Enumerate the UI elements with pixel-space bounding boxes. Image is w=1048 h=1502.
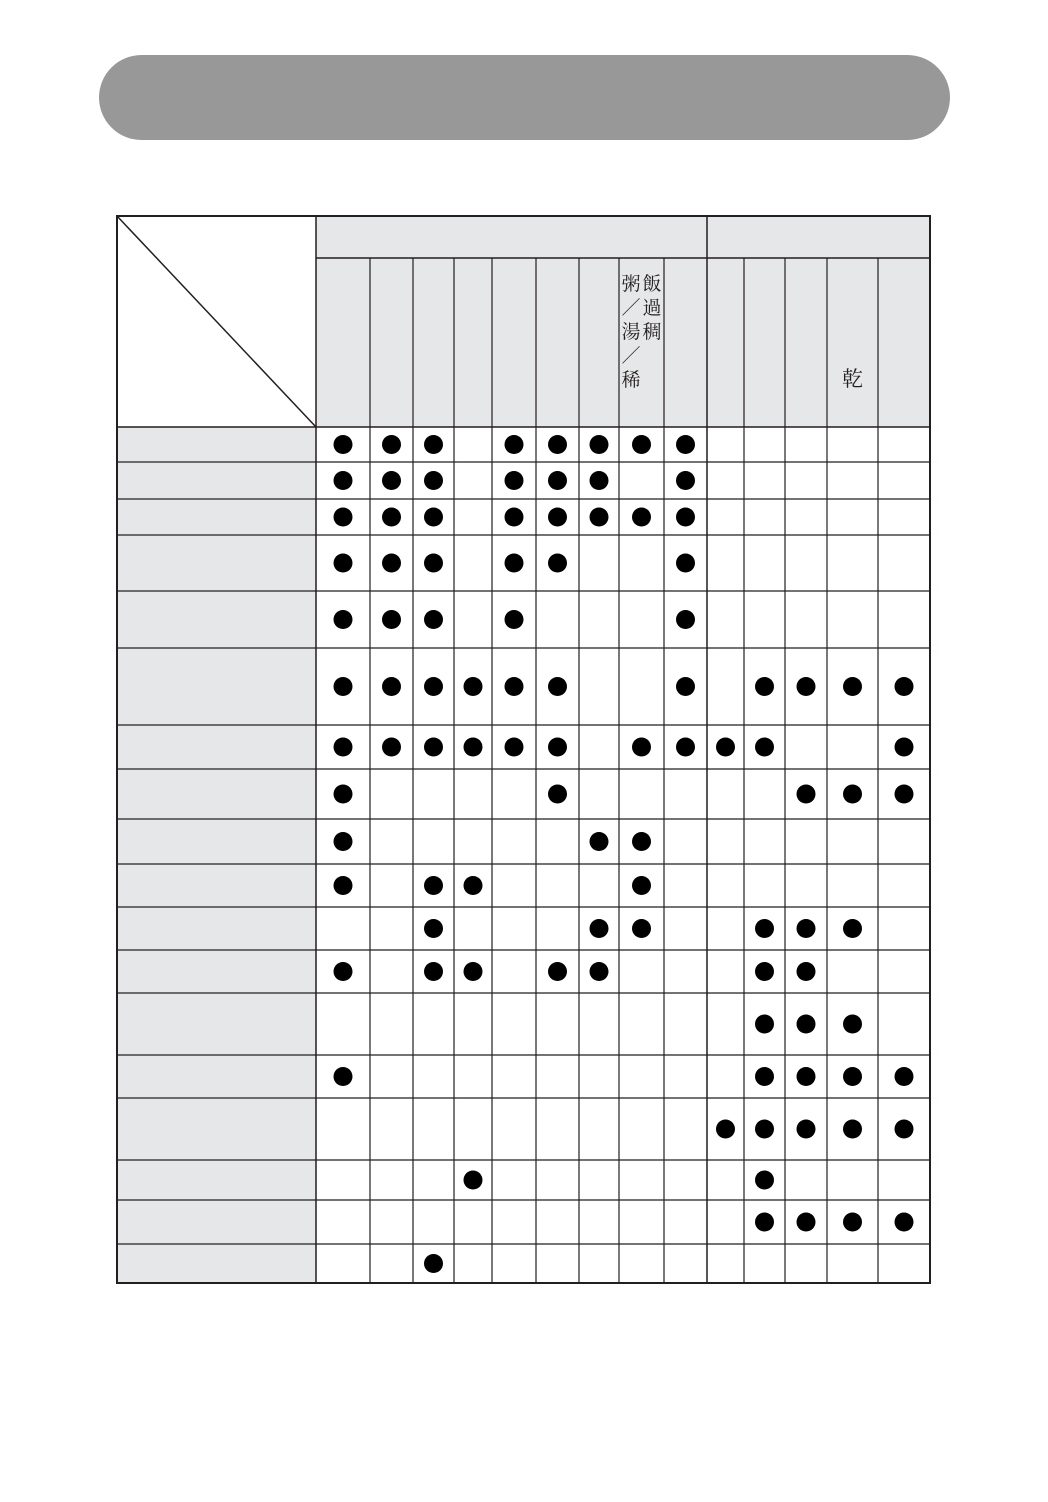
column-header-char: ／ [621, 297, 641, 319]
compatibility-dot [464, 1171, 483, 1190]
compatibility-dot [716, 1120, 735, 1139]
column-header-char: 稠 [642, 321, 662, 343]
compatibility-dot [590, 435, 609, 454]
compatibility-dot [424, 677, 443, 696]
compatibility-dot [424, 554, 443, 573]
compatibility-dot [464, 738, 483, 757]
compatibility-dot [895, 677, 914, 696]
compatibility-dot [755, 1067, 774, 1086]
column-header-char: 稀 [621, 369, 641, 391]
compatibility-dot [424, 738, 443, 757]
compatibility-dot [505, 435, 524, 454]
compatibility-dot [334, 435, 353, 454]
compatibility-dot [632, 508, 651, 527]
compatibility-dot [676, 554, 695, 573]
compatibility-dot [334, 1067, 353, 1086]
compatibility-dot [676, 738, 695, 757]
compatibility-dot [676, 508, 695, 527]
compatibility-dot [334, 832, 353, 851]
compatibility-dot [797, 1120, 816, 1139]
compatibility-dot [548, 508, 567, 527]
compatibility-dot [424, 962, 443, 981]
compatibility-dot [590, 919, 609, 938]
compatibility-dot [334, 610, 353, 629]
compatibility-dot [548, 785, 567, 804]
compatibility-dot [895, 785, 914, 804]
compatibility-dot [843, 1067, 862, 1086]
compatibility-dot [382, 508, 401, 527]
compatibility-dot [797, 1015, 816, 1034]
compatibility-dot [382, 435, 401, 454]
compatibility-dot [797, 785, 816, 804]
compatibility-dot [755, 677, 774, 696]
compatibility-dot [505, 677, 524, 696]
compatibility-dot [843, 1213, 862, 1232]
column-header-label: 乾 [842, 367, 863, 391]
compatibility-dot [424, 919, 443, 938]
compatibility-dot [464, 876, 483, 895]
column-header-char: 粥 [621, 273, 641, 295]
compatibility-dot [334, 876, 353, 895]
compatibility-dot [334, 554, 353, 573]
compatibility-dot [755, 962, 774, 981]
compatibility-dot [424, 876, 443, 895]
compatibility-dot [797, 962, 816, 981]
compatibility-dot [548, 471, 567, 490]
compatibility-dot [548, 435, 567, 454]
compatibility-dot [632, 832, 651, 851]
compatibility-dot [424, 610, 443, 629]
compatibility-dot [334, 962, 353, 981]
compatibility-dot [590, 962, 609, 981]
compatibility-dot [464, 962, 483, 981]
compatibility-dot [676, 471, 695, 490]
compatibility-dot [590, 508, 609, 527]
compatibility-dot [505, 471, 524, 490]
compatibility-dot [424, 435, 443, 454]
compatibility-dot [382, 610, 401, 629]
compatibility-dot [632, 435, 651, 454]
compatibility-dot [505, 738, 524, 757]
compatibility-dot [548, 554, 567, 573]
compatibility-dot [797, 677, 816, 696]
compatibility-dot [676, 435, 695, 454]
compatibility-dot [632, 876, 651, 895]
compatibility-dot [676, 610, 695, 629]
compatibility-dot [755, 919, 774, 938]
compatibility-dot [755, 1171, 774, 1190]
compatibility-dot [464, 677, 483, 696]
compatibility-dot [424, 1254, 443, 1273]
compatibility-dot [334, 508, 353, 527]
compatibility-dot [797, 1213, 816, 1232]
compatibility-dot [843, 677, 862, 696]
row-label-column [117, 427, 316, 1283]
compatibility-dot [548, 962, 567, 981]
compatibility-dot [548, 677, 567, 696]
compatibility-dot [755, 738, 774, 757]
compatibility-dot [676, 677, 695, 696]
compatibility-dot [895, 1213, 914, 1232]
compatibility-dot [382, 554, 401, 573]
compatibility-dot [382, 471, 401, 490]
column-header-char: 湯 [621, 321, 641, 343]
compatibility-dot [843, 785, 862, 804]
compatibility-dot [382, 738, 401, 757]
compatibility-dot [797, 1067, 816, 1086]
compatibility-dot [716, 738, 735, 757]
column-header-char: 飯 [642, 273, 662, 295]
compatibility-dot [632, 738, 651, 757]
compatibility-dot [424, 471, 443, 490]
compatibility-dot [424, 508, 443, 527]
compatibility-dot [755, 1120, 774, 1139]
compatibility-dot [843, 1120, 862, 1139]
compatibility-dot [334, 677, 353, 696]
compatibility-dot [843, 919, 862, 938]
compatibility-dot [505, 610, 524, 629]
compatibility-dot [895, 738, 914, 757]
compatibility-dot [755, 1213, 774, 1232]
compatibility-dot [590, 832, 609, 851]
compatibility-dot [505, 508, 524, 527]
compatibility-dot [334, 738, 353, 757]
compatibility-dot [843, 1015, 862, 1034]
compatibility-dot [755, 1015, 774, 1034]
compatibility-dot [382, 677, 401, 696]
compatibility-dot [895, 1067, 914, 1086]
compatibility-dot [590, 471, 609, 490]
column-header-char: ／ [621, 345, 641, 367]
column-header-char: 過 [642, 297, 662, 319]
compatibility-dot [797, 919, 816, 938]
compatibility-dot [895, 1120, 914, 1139]
compatibility-dot [334, 471, 353, 490]
compatibility-dot [505, 554, 524, 573]
compatibility-dot [548, 738, 567, 757]
compatibility-dot [334, 785, 353, 804]
compatibility-dot [632, 919, 651, 938]
